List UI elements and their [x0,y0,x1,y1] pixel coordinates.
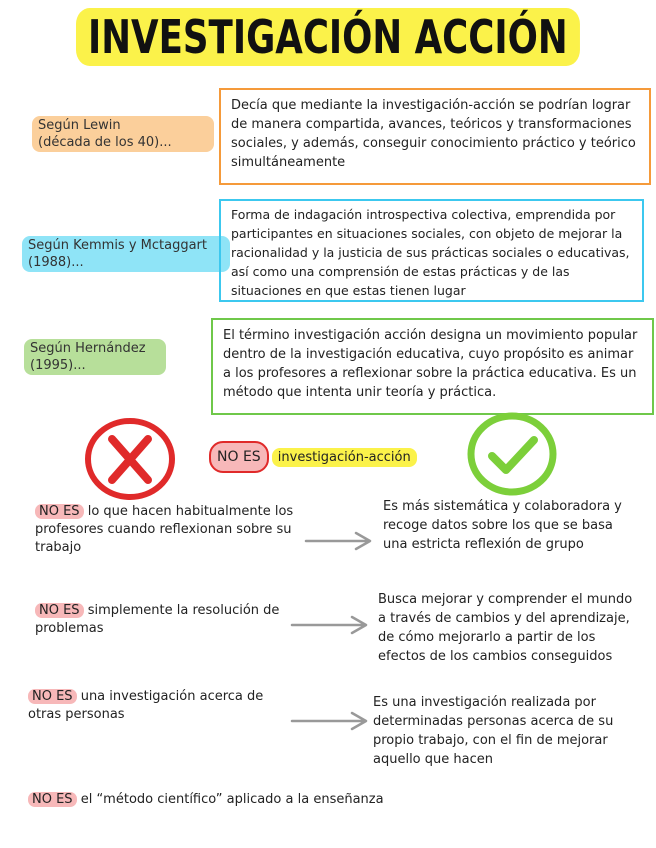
not-item-2 [35,602,285,638]
no-es-tag: NO ES [28,689,77,704]
not-item-text: simplemente la resolución de problemas [35,603,280,636]
no-es-tag: NO ES [35,603,84,618]
page-title-wrapper [0,8,656,66]
is-item-1: Es más sistemática y colaboradora y recoge datos sobre los que se basa una estricta reflexión de grupo [383,499,622,552]
no-es-tag: NO ES [28,792,77,807]
not-item-text: una investigación acerca de otras personas [28,689,264,722]
not-item-text: lo que hacen habitualmente los profesores cuando reflexionan sobre su trabajo [35,504,294,555]
cross-icon [82,416,178,502]
arrow-icon [304,530,374,552]
arrow-icon [290,614,370,636]
no-es-label [209,441,417,473]
investigacion-accion-highlight: investigación-acción [272,448,417,467]
author-hernandez: Según Hernández (1995)... [24,339,166,375]
arrow-icon [290,710,370,732]
author-kemmis: Según Kemmis y Mctaggart (1988)... [22,236,230,272]
author-lewin: Según Lewin (década de los 40)... [32,116,214,152]
not-item-4 [28,791,448,809]
no-es-tag: NO ES [35,504,84,519]
not-item-1 [35,503,300,557]
is-item-3: Es una investigación realizada por determinadas personas acerca de su propio trabajo, con el fin de mejorar aquello que hacen [373,695,614,767]
check-icon [466,412,558,496]
not-item-3 [28,688,298,724]
definition-box-kemmis: Forma de indagación introspectiva colectiva, emprendida por participantes en situaciones sociales, con objeto de mejorar la racionalidad y la justicia de sus prácticas sociales o educativas, así como una comprensión de estas prácticas y de las situaciones en que estas tienen lugar [219,199,644,302]
not-item-text: el “método científico” aplicado a la enseñanza [80,792,384,807]
is-item-2: Busca mejorar y comprender el mundo a través de cambios y del aprendizaje, de cómo mejorarlo a partir de los efectos de los cambios conseguidos [378,592,633,664]
definition-box-lewin: Decía que mediante la investigación-acción se podrían lograr de manera compartida, avances, teóricos y transformaciones sociales, y además, conseguir conocimiento práctico y teórico simultáneamente [219,88,651,185]
definition-box-hernandez: El término investigación acción designa un movimiento popular dentro de la investigación educativa, cuyo propósito es animar a los profesores a reflexionar sobre la práctica educativa. Es un método que intenta unir teoría y práctica. [211,318,654,415]
page-title: INVESTIGACIÓN ACCIÓN [76,8,580,66]
no-es-badge: NO ES [209,441,269,473]
